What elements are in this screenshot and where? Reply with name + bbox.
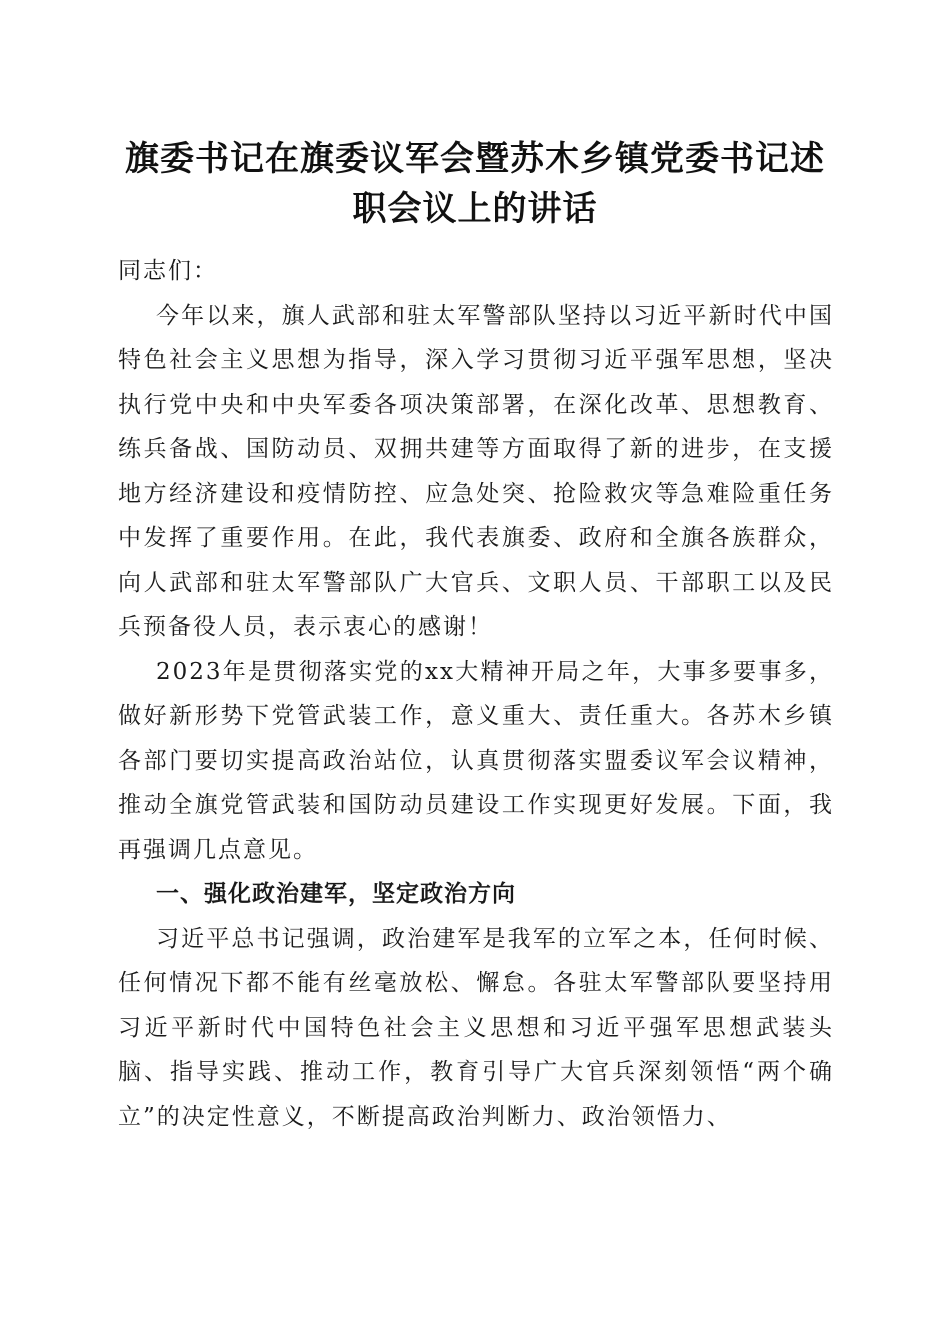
document-title [100, 134, 850, 234]
paragraph-2: 2023年是贯彻落实党的xx大精神开局之年，大事多要事多，做好新形势下党管武装工作，意义重大、责任重大。各苏木乡镇各部门要切实提高政治站位，认真贯彻落实盟委议军会议精神，推动全旗党管武装和国防动员建设工作实现更好发展。下面，我再强调几点意见。 [118, 658, 834, 863]
title-line-2: 职会议上的讲话 [352, 189, 598, 229]
document-body [118, 249, 834, 1139]
title-line-1: 旗委书记在旗委议军会暨苏木乡镇党委书记述 [125, 139, 825, 179]
section-heading-1: 一、强化政治建军，坚定政治方向 [156, 881, 516, 907]
paragraph-1: 今年以来，旗人武部和驻太军警部队坚持以习近平新时代中国特色社会主义思想为指导，深入学习贯彻习近平强军思想，坚决执行党中央和中央军委各项决策部署，在深化改革、思想教育、练兵备战、国防动员、双拥共建等方面取得了新的进步，在支援地方经济建设和疫情防控、应急处突、抢险救灾等急难险重任务中发挥了重要作用。在此，我代表旗委、政府和全旗各族群众，向人武部和驻太军警部队广大官兵、文职人员、干部职工以及民兵预备役人员，表示衷心的感谢！ [118, 302, 834, 640]
salutation: 同志们： [118, 258, 218, 284]
paragraph-3: 习近平总书记强调，政治建军是我军的立军之本，任何时候、任何情况下都不能有丝毫放松、懈怠。各驻太军警部队要坚持用习近平新时代中国特色社会主义思想和习近平强军思想武装头脑、指导实践、推动工作，教育引导广大官兵深刻领悟“两个确立”的决定性意义，不断提高政治判断力、政治领悟力、 [118, 925, 834, 1130]
